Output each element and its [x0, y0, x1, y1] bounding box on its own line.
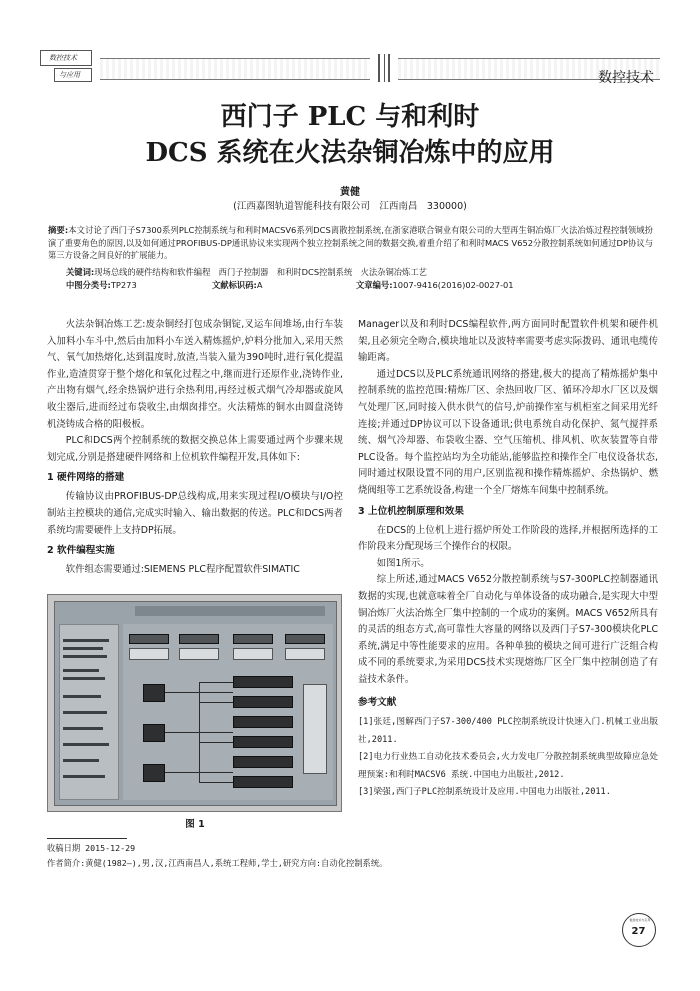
abstract	[48, 224, 653, 262]
article-number-label: 文章编号:	[356, 280, 393, 290]
paragraph: 通过DCS以及PLC系统通讯网络的搭建,极大的提高了精炼摇炉集中控制系统的监控范围:精炼厂区、余热回收厂区、循环冷却水厂区以及烟气处理厂区,同时接入供水供气的信号,炉前操作室与机柜室之间采用光纤连接;并通过DP协议可以下设备通讯;供电系统自动化保护、氮气搅拌系统、烟气冷却器、布袋收尘器、空气压缩机、排风机、吹灰装置等自带PLC设备。每个监控站均为全功能站,能够监控和操作全厂电仪设备状态,同时通过权限设置不同的用户,区别监视和操作精炼摇炉、余热锅炉、燃烧阀组等工艺系统设备,构建一个全厂熔炼车间集中控制系统。	[358, 368, 658, 496]
figure-1-screenshot	[47, 594, 342, 812]
author-affiliation: (江西嘉图轨道智能科技有限公司 江西南昌 330000)	[233, 201, 467, 212]
scada-window	[54, 601, 337, 806]
header-rule-left	[100, 58, 370, 80]
scada-nav-tree	[59, 624, 119, 800]
journal-column-logo	[40, 50, 92, 84]
scada-title-bar	[135, 606, 325, 616]
received-date: 收稿日期 2015-12-29	[47, 843, 136, 853]
page-number: 27	[631, 926, 646, 937]
paragraph: 软件组态需要通过:SIEMENS PLC程序配置软件SIMATIC	[65, 564, 300, 576]
document-code	[212, 279, 263, 291]
left-column	[47, 317, 343, 579]
page-badge-text: 数控技术与应用	[629, 918, 651, 922]
logo-line-1: 数控技术	[40, 50, 92, 66]
section-heading-3: 3 上位机控制原理和效果	[358, 505, 464, 517]
abstract-label: 摘要:	[48, 225, 69, 235]
paragraph: 在DCS的上位机上进行摇炉所处工作阶段的选择,并根据所选择的工作阶段来分配现场三个操作台的权限。	[358, 524, 658, 553]
header-rule-right	[398, 58, 660, 86]
author-name: 黄健	[340, 187, 360, 198]
paragraph: 综上所述,通过MACS V652分散控制系统与S7-300PLC控制器通讯数据的实现,也就意味着全厂自动化与单体设备的成功融合,是实现大中型铜冶炼厂火法冶炼全厂集中控制的一个成功的案例。MACS V652所具有的灵活的组态方式,高可靠性大容量的网络以及西门子S7-300模块化PLC系统,满足中等性能要求的应用。各种单独的模块之间可进行广泛组合构成不同的系统要求,为采用DCS技术实现熔炼厂区全厂集中控制创造了有益技术条件。	[358, 574, 658, 685]
keywords-text: 现场总线的硬件结构和软件编程 西门子控制器 和利时DCS控制系统 火法杂铜冶炼工艺	[94, 267, 427, 277]
section-name: 数控技术	[598, 70, 654, 86]
paragraph: 火法杂铜冶炼工艺:废杂铜经打包成杂铜锭,叉运车间堆场,由行车装入加料小车斗中,然后由加料小车送入精炼摇炉,炉料分批加入,采用天然气、氧气加热熔化,达到温度时,放渣,当装入量为390吨时,进行氧化提温作业,造渣贯穿于整个熔化和氧化过程之中,继而进行还原作业,浇铸作业,产出物有烟气,经余热锅炉进行余热利用,再经过板式烟气冷却器或旋风收尘器后,进而经过布袋收尘,由烟囱排空。火法精炼的铜水由圆盘浇铸机浇铸成合格的阳极板。	[47, 319, 343, 430]
logo-line-2: 与应用	[54, 68, 92, 82]
article-number	[356, 279, 514, 291]
reference-item: [1]张廷,图解西门子S7-300/400 PLC控制系统设计快速入门.机械工业出版社,2011.	[358, 717, 658, 745]
header-divider-mid	[384, 54, 385, 82]
reference-item: [3]梁强,西门子PLC控制系统设计及应用.中国电力出版社,2011.	[358, 787, 611, 798]
article-number-value: 1007-9416(2016)02-0027-01	[392, 280, 514, 290]
clc-number	[66, 279, 137, 291]
section-heading-2: 2 软件编程实施	[47, 545, 115, 557]
references-heading: 参考文献	[358, 697, 397, 709]
figure-caption: 图 1	[185, 819, 205, 830]
footnote-rule	[47, 838, 127, 839]
article-title-line-1: 西门子 PLC 与和利时	[220, 102, 480, 132]
page-number-badge	[622, 913, 656, 947]
abstract-text: 本文讨论了西门子S7300系列PLC控制系统与和利时MACSV6系列DCS离散控制系统,在浙家港联合铜业有限公司的大型再生铜冶炼厂火法冶炼过程控制领域扮演了重要角色的原因,以及如何通过PROFIBUS-DP通讯协议来实现两个独立控制系统之间的数据交换,着重介绍了和利时MACS V652分散控制系统如何通过DP协议与第三方设备之间良好的扩展能力。	[48, 225, 653, 261]
keywords	[66, 266, 656, 278]
reference-list	[358, 714, 658, 801]
paragraph: 如图1所示。	[376, 557, 430, 569]
author-bio: 作者简介:黄健(1982—),男,汉,江西南昌人,系统工程师,学士,研究方向:自动化控制系统。	[47, 858, 388, 868]
paragraph: 传输协议由PROFIBUS-DP总线构成,用来实现过程I/O模块与I/O控制站主控模块的通信,完成实时输入、输出数据的传送。PLC和DCS两者系统均需要硬件上支持DP拓展。	[47, 491, 343, 536]
paragraph: Manager以及和利时DCS编程软件,两方面同时配置软件机架和硬件机架,且必须完全吻合,模块地址以及波特率需要考虑实际拨码、通讯电缆传输距离。	[358, 319, 658, 364]
scada-mimic-panel	[123, 624, 333, 800]
clc-label: 中图分类号:	[66, 280, 111, 290]
article-title-line-2: DCS 系统在火法杂铜冶炼中的应用	[145, 138, 555, 168]
doc-code-value: A	[256, 280, 263, 290]
keywords-label: 关键词:	[66, 267, 95, 277]
right-column	[358, 317, 658, 802]
section-heading-1: 1 硬件网络的搭建	[47, 472, 125, 484]
running-header	[40, 50, 660, 84]
paragraph: PLC和DCS两个控制系统的数据交换总体上需要通过两个步骤来规划完成,分别是搭建硬件网络和上位机软件编程开发,具体如下:	[47, 435, 343, 463]
doc-code-label: 文献标识码:	[212, 280, 257, 290]
reference-item: [2]电力行业热工自动化技术委员会,火力发电厂分散控制系统典型故障应急处理预案:和利时MACSV6 系统.中国电力出版社,2012.	[358, 752, 658, 780]
clc-value: TP273	[110, 280, 137, 290]
